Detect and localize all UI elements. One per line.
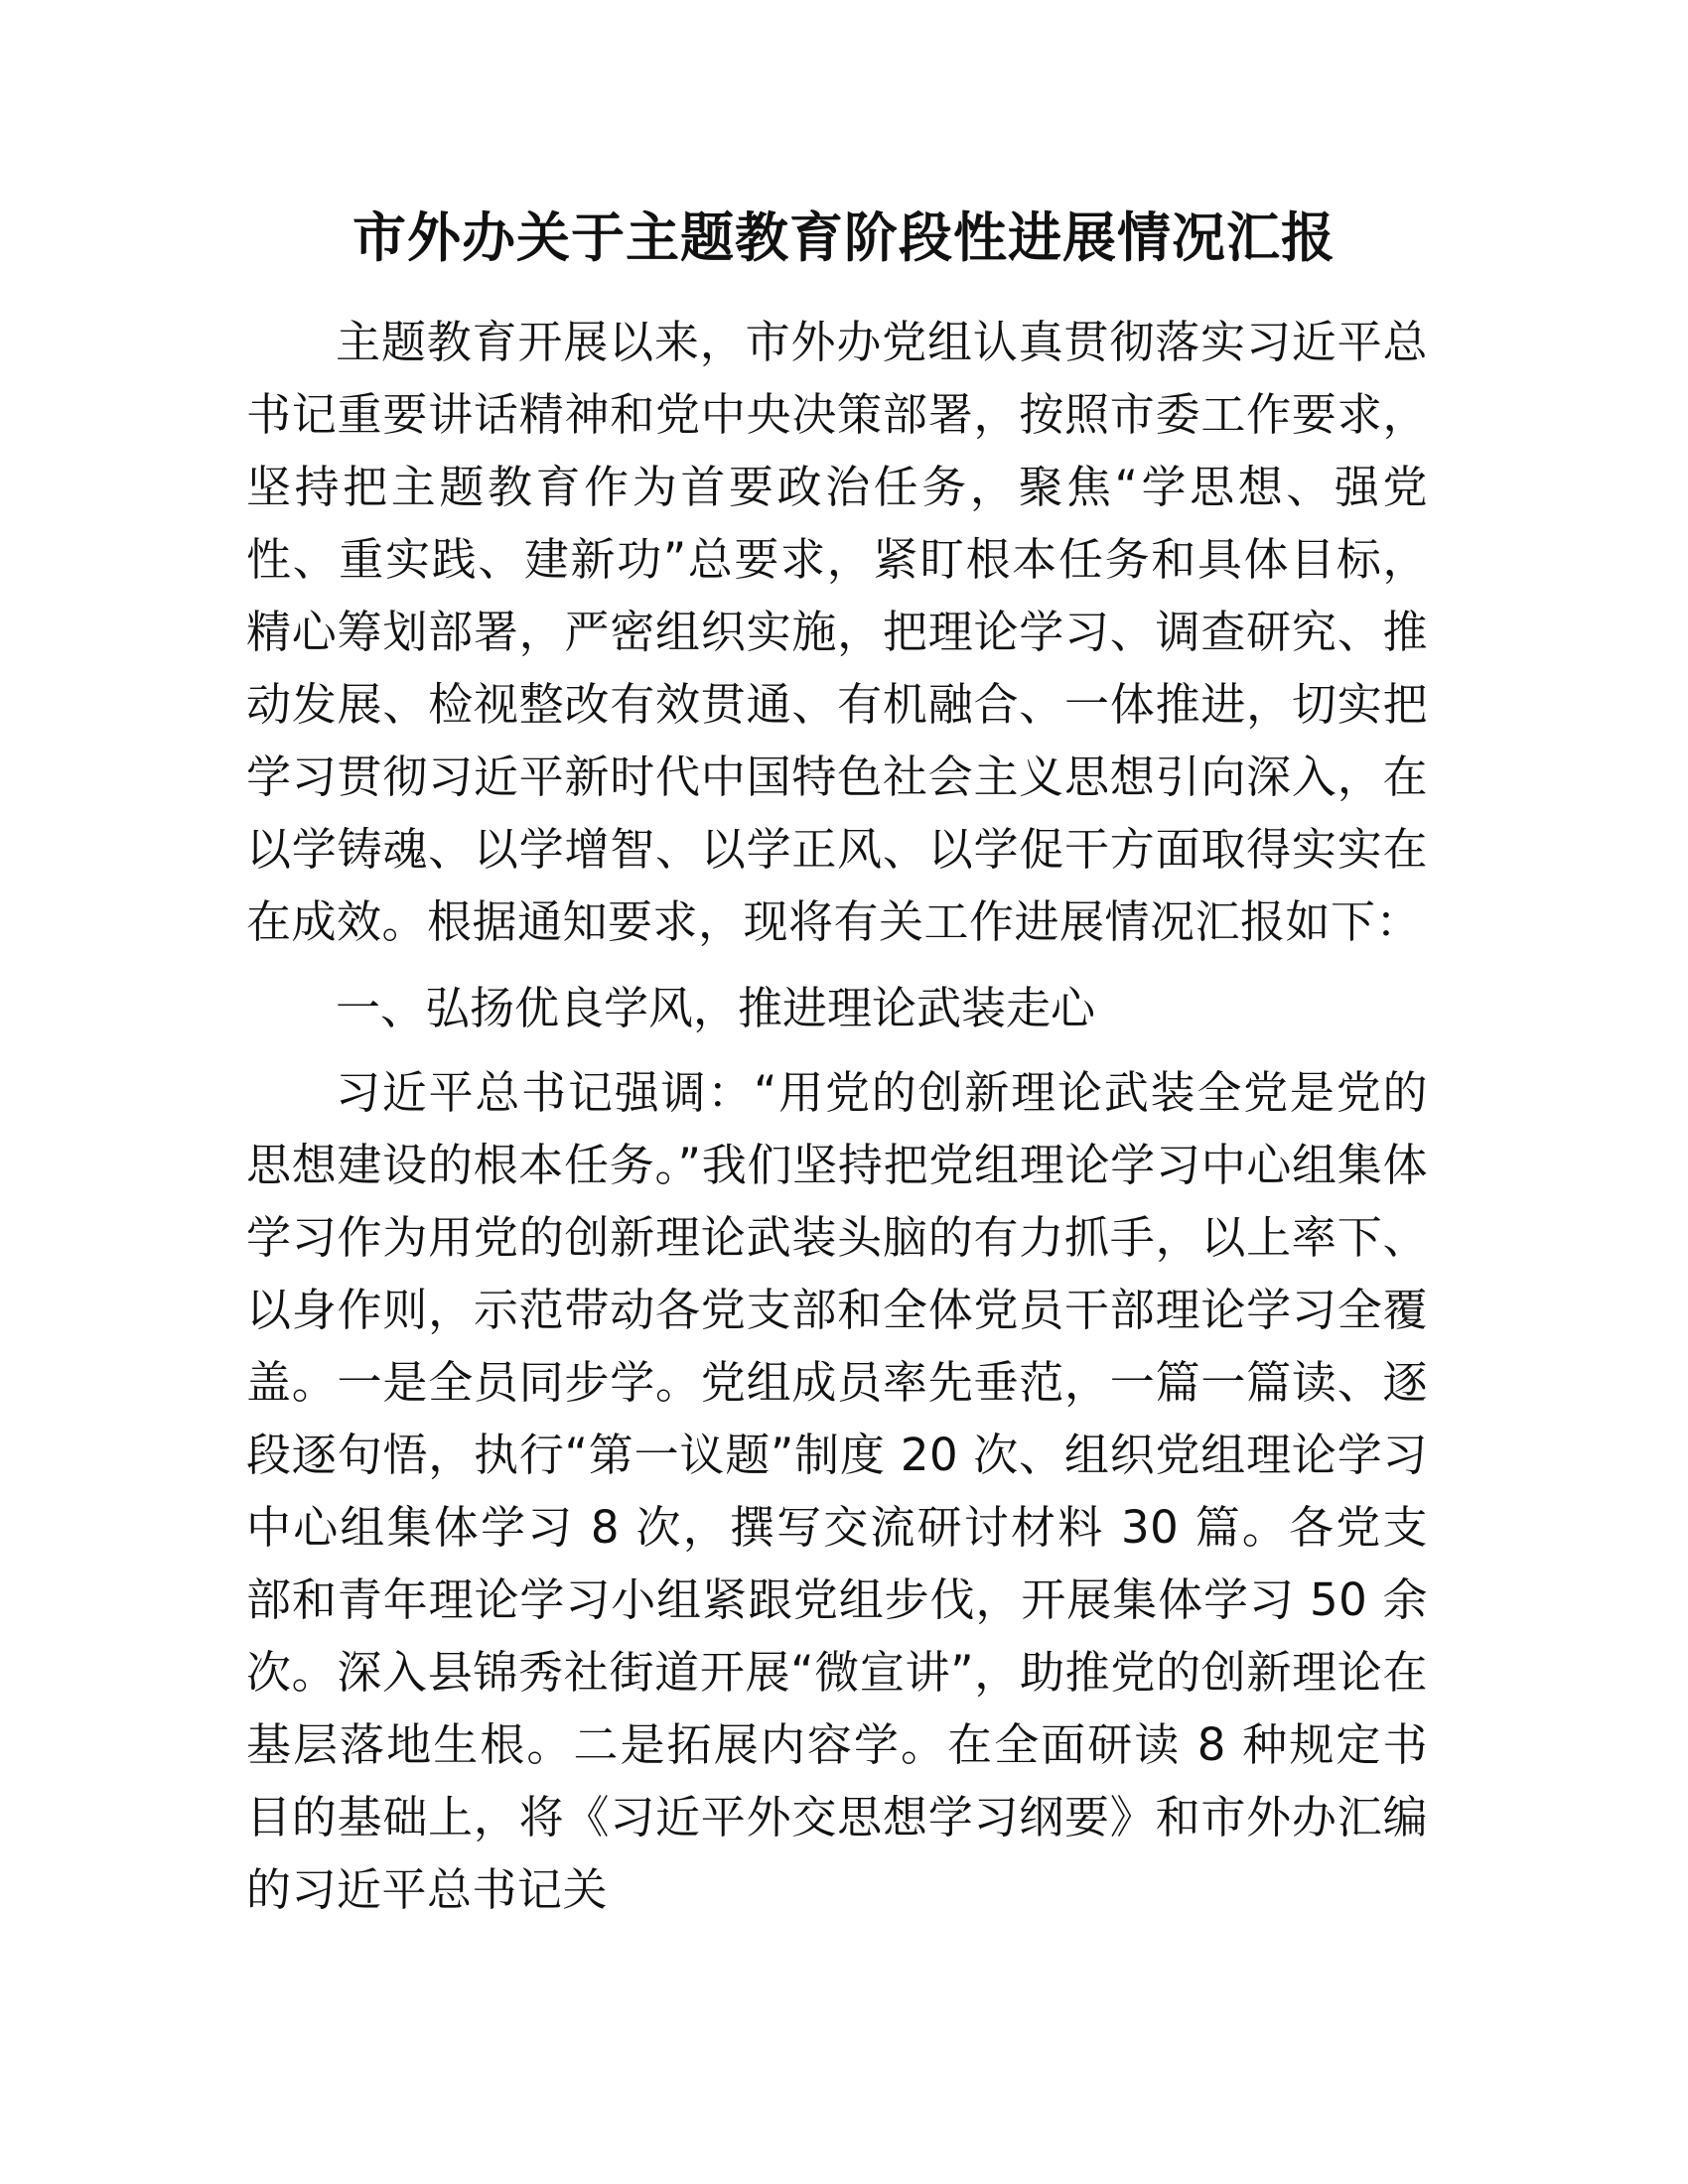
section-1-paragraph: 习近平总书记强调：“用党的创新理论武装全党是党的思想建设的根本任务。”我们坚持把党组理论学习中心组集体学习作为用党的创新理论武装头脑的有力抓手，以上率下、以身作则，示范带动各党支部和全体党员干部理论学习全覆盖。一是全员同步学。党组成员率先垂范，一篇一篇读、逐段逐句悟，执行“第一议题”制度 20 次、组织党组理论学习中心组集体学习 8 次，撰写交流研讨材料 30 篇。各党支部和青年理论学习小组紧跟党组步伐，开展集体学习 50 余次。深入县锦秀社街道开展“微宣讲”，助推党的创新理论在基层落地生根。二是拓展内容学。在全面研读 8 种规定书目的基础上，将《习近平外交思想学习纲要》和市外办汇编的习近平总书记关 xyxy=(246,1066,1428,1916)
section-heading-1: 一、弘扬优良学风，推进理论武装走心 xyxy=(336,982,1096,1034)
intro-paragraph: 主题教育开展以来，市外办党组认真贯彻落实习近平总书记重要讲话精神和党中央决策部署，按照市委工作要求，坚持把主题教育作为首要政治任务，聚焦“学思想、强党性、重实践、建新功”总要求，紧盯根本任务和具体目标，精心筹划部署，严密组织实施，把理论学习、调查研究、推动发展、检视整改有效贯通、有机融合、一体推进，切实把学习贯彻习近平新时代中国特色社会主义思想引向深入，在以学铸魂、以学增智、以学正风、以学促干方面取得实实在在成效。根据通知要求，现将有关工作进展情况汇报如下： xyxy=(246,316,1428,948)
document-title: 市外办关于主题教育阶段性进展情况汇报 xyxy=(352,206,1336,269)
document-body xyxy=(246,306,1428,1926)
